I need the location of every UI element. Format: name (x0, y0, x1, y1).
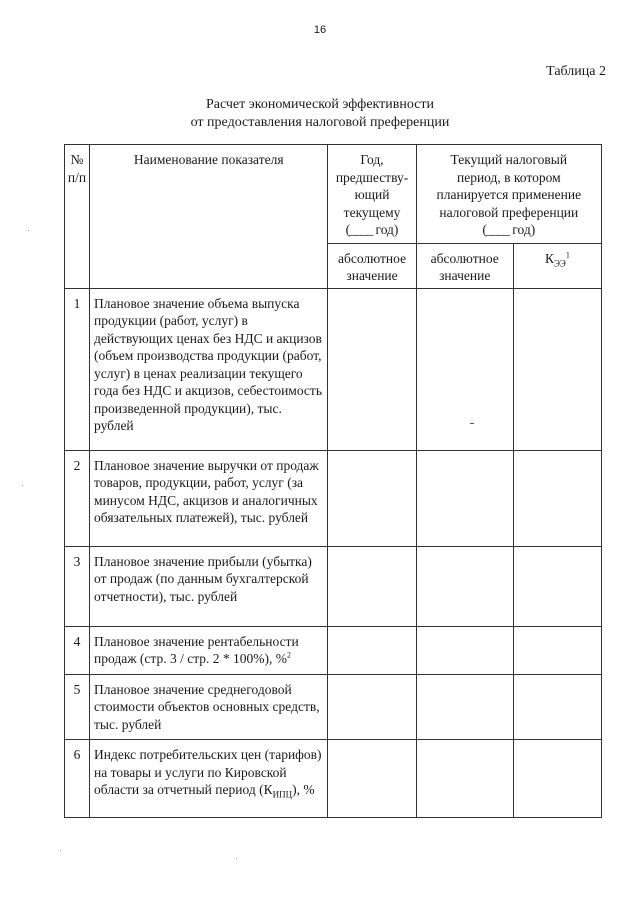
subheader-kee (513, 243, 601, 288)
row-indicator: Плановое значение прибыли (убытка) от продаж (по данным бухгалтерской отчетности), тыс. рублей (90, 546, 328, 626)
header-previous-line-3: ющий (354, 187, 390, 202)
absolute-label-line-2: значение (346, 268, 398, 283)
previous-year-word: год) (372, 222, 399, 237)
scan-mark (470, 423, 474, 424)
header-current-year-blank (417, 221, 601, 239)
header-previous-year-blank (328, 221, 415, 239)
row-indicator-text: Индекс потребительских цен (тарифов) на товары и услуги по Кировской области за отчетный период (К (94, 747, 322, 797)
table-row (65, 450, 602, 546)
row-number: 5 (65, 674, 90, 740)
row-current-value (416, 450, 513, 546)
table-row (65, 626, 602, 674)
header-previous-line-2: предшеству- (335, 169, 409, 185)
subheader-previous-absolute (328, 243, 416, 288)
header-previous-year (328, 145, 416, 244)
row-current-value (416, 674, 513, 740)
row-current-value (416, 288, 513, 450)
header-previous-line-1: Год, (360, 152, 384, 167)
table-label: Таблица 2 (546, 64, 606, 79)
row-indicator-text: Плановое значение рентабельности продаж (стр. 3 / стр. 2 * 100%), % (94, 633, 299, 666)
row-previous-value (328, 740, 416, 818)
row-number: 3 (65, 546, 90, 626)
header-indicator-name (90, 145, 328, 289)
absolute-label-line-1: абсолютное (430, 250, 499, 266)
row-kee-value (513, 674, 601, 740)
row-indicator: Плановое значение среднегодовой стоимости объектов основных средств, тыс. рублей (90, 674, 328, 740)
row-current-value (416, 546, 513, 626)
header-number-cell (65, 145, 90, 289)
absolute-label-line-1: абсолютное (337, 250, 407, 266)
row-indicator-tail: ), % (292, 782, 315, 797)
current-year-word: год) (508, 222, 536, 237)
header-indicator-label: Наименование показателя (133, 152, 284, 167)
previous-year-blank: (____ (345, 222, 373, 237)
row-number: 1 (65, 288, 90, 450)
document-title (0, 96, 640, 132)
table-row (65, 740, 602, 818)
row-number: 4 (65, 626, 90, 674)
header-current-line-1: Текущий налоговый (450, 152, 568, 167)
title-line-2: от предоставления налоговой преференции (190, 115, 450, 130)
kee-label (544, 250, 570, 269)
subheader-current-absolute (416, 243, 513, 288)
row-kee-value (513, 288, 601, 450)
table-row (65, 546, 602, 626)
row-indicator: Плановое значение выручки от продаж товаров, продукции, работ, услуг (за минусом НДС, акцизов и аналогичных обязательных платежей), тыс. рублей (90, 450, 328, 546)
scan-speck (22, 485, 23, 486)
title-line-1: Расчет экономической эффективности (205, 97, 435, 112)
header-number-abbrev: п/п (67, 169, 87, 185)
row-kee-value (513, 546, 601, 626)
header-current-line-4: налоговой преференции (439, 204, 579, 220)
absolute-label-line-2: значение (439, 268, 491, 283)
row-indicator (90, 740, 328, 818)
header-number-symbol: № (70, 152, 84, 167)
kee-footnote: 1 (565, 250, 570, 259)
row-current-value (416, 740, 513, 818)
row-previous-value (328, 626, 416, 674)
scan-speck (60, 850, 61, 851)
row-kee-value (513, 450, 601, 546)
kee-letter: К (544, 250, 554, 266)
scan-speck (236, 858, 237, 859)
row-footnote: 2 (287, 650, 292, 660)
row-previous-value (328, 288, 416, 450)
row-subscript: ИПЦ (272, 789, 293, 800)
table-row (65, 674, 602, 740)
row-previous-value (328, 546, 416, 626)
row-kee-value (513, 740, 601, 818)
row-previous-value (328, 450, 416, 546)
row-indicator: Плановое значение объема выпуска продукции (работ, услуг) в действующих ценах без НДС и акцизов (объем производства продукции (работ, услуг) в ценах реализации текущего года без НДС и акцизов, себестоимость произведенной продукции), тыс. рублей (90, 288, 328, 450)
row-previous-value (328, 674, 416, 740)
header-current-line-2: период, в котором (456, 169, 561, 185)
row-number: 2 (65, 450, 90, 546)
table-row (65, 288, 602, 450)
scan-speck (28, 230, 29, 231)
header-previous-line-4: текущему (343, 204, 401, 220)
efficiency-table (64, 144, 602, 818)
header-current-period (416, 145, 601, 244)
row-number: 6 (65, 740, 90, 818)
row-indicator (90, 626, 328, 674)
header-row (65, 145, 602, 244)
page-number: 16 (313, 24, 327, 36)
current-year-blank: (____ (482, 222, 509, 237)
row-kee-value (513, 626, 601, 674)
row-current-value (416, 626, 513, 674)
kee-subscript: ЭЭ (553, 258, 566, 269)
header-current-line-3: планируется применение (436, 187, 582, 202)
